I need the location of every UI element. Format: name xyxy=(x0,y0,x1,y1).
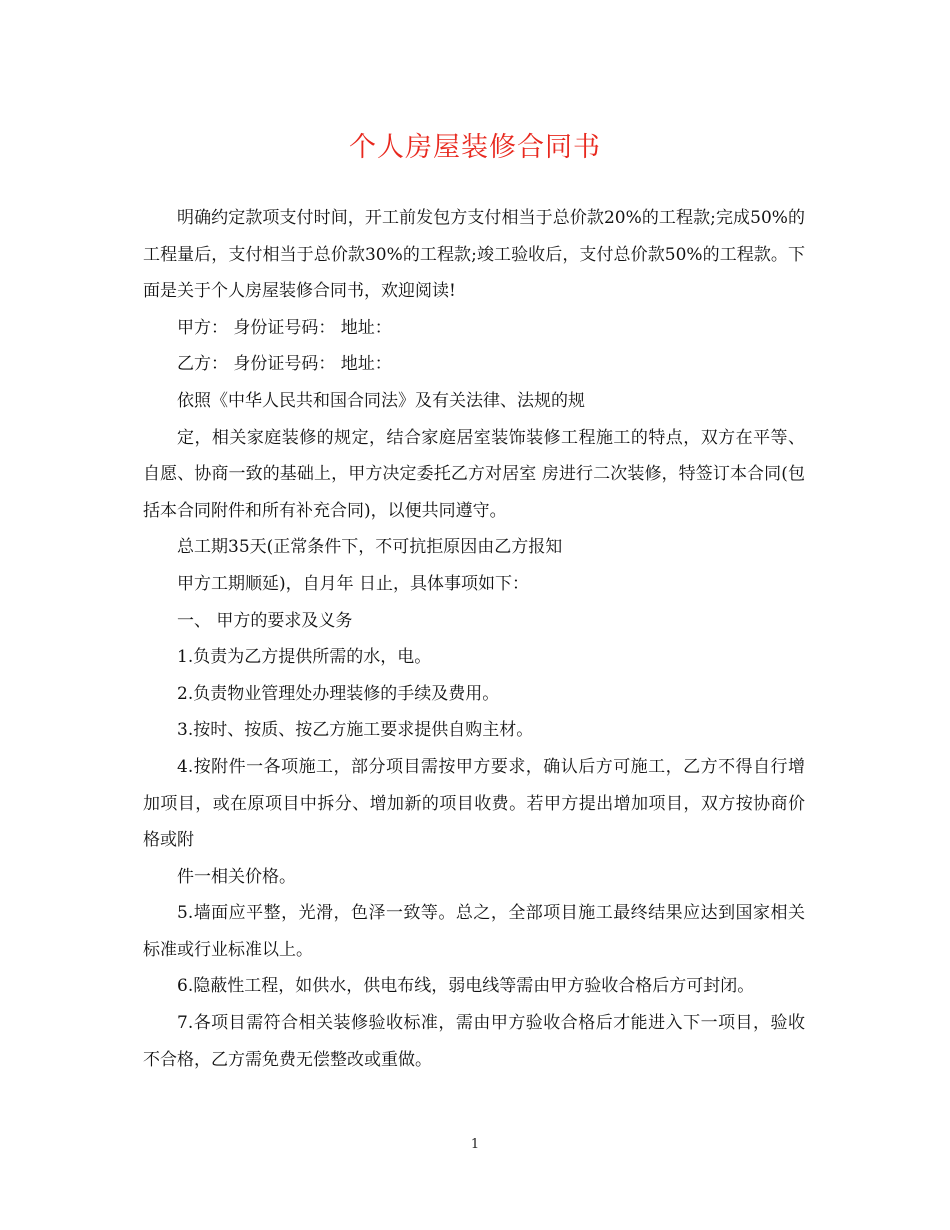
list-item-6: 6.隐蔽性工程，如供水，供电布线，弱电线等需由甲方验收合格后方可封闭。 xyxy=(177,976,755,997)
list-item-3: 3.按时、按质、按乙方施工要求提供自购主材。 xyxy=(177,720,534,741)
paragraph-agreement: 定，相关家庭装修的规定，结合家庭居室装饰装修工程施工的特点，双方在平等、自愿、协商一致的基础上，甲方决定委托乙方对居室 房进行二次装修，特签订本合同(包括本合同附件和所有补充合同)，以便共同遵守。 xyxy=(143,427,805,521)
list-item-7: 7.各项目需符合相关装修验收标准，需由甲方验收合格后才能进入下一项目，验收不合格，乙方需免费无偿整改或重做。 xyxy=(143,1013,805,1070)
paragraph-duration: 总工期35天(正常条件下，不可抗拒原因由乙方报知 xyxy=(177,537,563,558)
list-item-4: 4.按附件一各项施工，部分项目需按甲方要求，确认后方可施工，乙方不得自行增加项目，或在原项目中拆分、增加新的项目收费。若甲方提出增加项目，双方按协商价格或附 xyxy=(143,756,805,851)
page-number: 1 xyxy=(470,1137,480,1152)
paragraph-party-a: 甲方： 身份证号码： 地址： xyxy=(177,317,392,338)
list-item-5: 5.墙面应平整，光滑，色泽一致等。总之，全部项目施工最终结果应达到国家相关标准或行业标准以上。 xyxy=(143,903,805,960)
document-body xyxy=(143,200,805,1078)
paragraph-party-b: 乙方： 身份证号码： 地址： xyxy=(177,354,392,375)
section-heading-party-a: 一、 甲方的要求及义务 xyxy=(177,610,353,631)
paragraph-duration-cont: 甲方工期顺延)，自月年 日止，具体事项如下： xyxy=(177,573,530,594)
list-item-1: 1.负责为乙方提供所需的水，电。 xyxy=(177,647,432,668)
paragraph-intro: 明确约定款项支付时间，开工前发包方支付相当于总价款20%的工程款;完成50%的工程量后，支付相当于总价款30%的工程款;竣工验收后，支付总价款50%的工程款。下面是关于个人房屋装修合同书，欢迎阅读! xyxy=(143,208,805,302)
paragraph-legal-basis: 依照《中华人民共和国合同法》及有关法律、法规的规 xyxy=(177,390,585,411)
document-title: 个人房屋装修合同书 xyxy=(349,132,601,163)
list-item-4-cont: 件一相关价格。 xyxy=(177,866,296,887)
list-item-2: 2.负责物业管理处办理装修的手续及费用。 xyxy=(177,683,500,704)
